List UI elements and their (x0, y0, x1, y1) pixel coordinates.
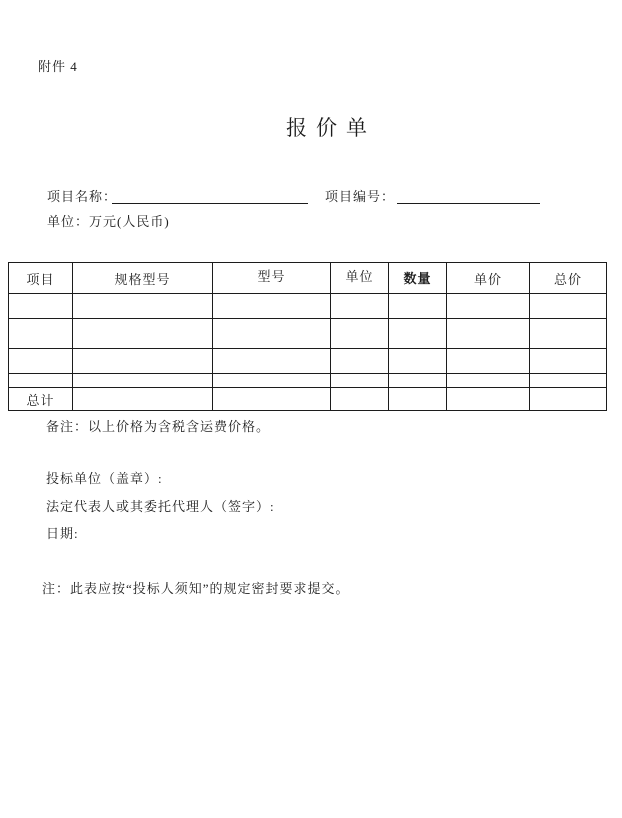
table-cell[interactable] (73, 349, 213, 374)
table-cell[interactable] (530, 388, 607, 411)
table-cell[interactable] (447, 294, 530, 319)
table-row-thin (9, 374, 607, 388)
attachment-label: 附件 4 (38, 59, 78, 74)
table-cell[interactable] (331, 294, 389, 319)
table-cell[interactable] (73, 388, 213, 411)
table-cell[interactable] (9, 374, 73, 388)
table-cell[interactable] (213, 374, 331, 388)
column-header-quantity: 数量 (389, 263, 447, 294)
table-cell[interactable] (9, 349, 73, 374)
table-row (9, 319, 607, 349)
column-header-unit: 单位 (331, 263, 389, 294)
project-name-label: 项目名称： (47, 189, 118, 204)
page-title: 报价单 (286, 116, 376, 140)
table-cell[interactable] (73, 294, 213, 319)
table-cell[interactable] (389, 388, 447, 411)
column-header-item: 项目 (9, 263, 73, 294)
table-cell[interactable] (447, 349, 530, 374)
table-cell[interactable] (331, 349, 389, 374)
table-cell[interactable] (530, 349, 607, 374)
table-cell[interactable] (530, 294, 607, 319)
table-cell[interactable] (73, 374, 213, 388)
table-cell[interactable] (389, 349, 447, 374)
table-cell[interactable] (9, 319, 73, 349)
bidder-seal-label: 投标单位（盖章）: (46, 471, 163, 486)
table-cell[interactable] (331, 374, 389, 388)
submission-note: 注：此表应按“投标人须知”的规定密封要求提交。 (42, 581, 350, 596)
project-code-blank-field[interactable] (397, 188, 540, 204)
table-cell[interactable] (530, 319, 607, 349)
currency-unit-note: 单位：万元(人民币) (47, 214, 170, 229)
table-cell[interactable] (389, 374, 447, 388)
table-cell[interactable] (389, 319, 447, 349)
table-cell[interactable] (73, 319, 213, 349)
table-cell[interactable] (530, 374, 607, 388)
table-row (9, 294, 607, 319)
table-row (9, 349, 607, 374)
project-code-label: 项目编号： (325, 189, 396, 204)
table-cell[interactable] (213, 319, 331, 349)
table-cell[interactable] (213, 294, 331, 319)
price-remark: 备注：以上价格为含税含运费价格。 (46, 419, 271, 434)
table-cell[interactable] (9, 294, 73, 319)
quotation-table (8, 262, 607, 411)
table-header-row (9, 263, 607, 294)
table-cell[interactable] (389, 294, 447, 319)
legal-representative-label: 法定代表人或其委托代理人（签字）: (46, 499, 275, 514)
date-label: 日期: (46, 526, 79, 541)
column-header-total-price: 总价 (530, 263, 607, 294)
project-name-blank-field[interactable] (112, 188, 308, 204)
table-cell[interactable] (213, 349, 331, 374)
table-total-row (9, 388, 607, 411)
table-cell[interactable] (331, 319, 389, 349)
table-cell[interactable] (447, 374, 530, 388)
column-header-spec-model: 规格型号 (73, 263, 213, 294)
table-cell[interactable] (331, 388, 389, 411)
table-cell[interactable] (213, 388, 331, 411)
total-row-label: 总计 (9, 388, 73, 411)
column-header-unit-price: 单价 (447, 263, 530, 294)
table-cell[interactable] (447, 319, 530, 349)
column-header-model: 型号 (213, 263, 331, 294)
table-cell[interactable] (447, 388, 530, 411)
